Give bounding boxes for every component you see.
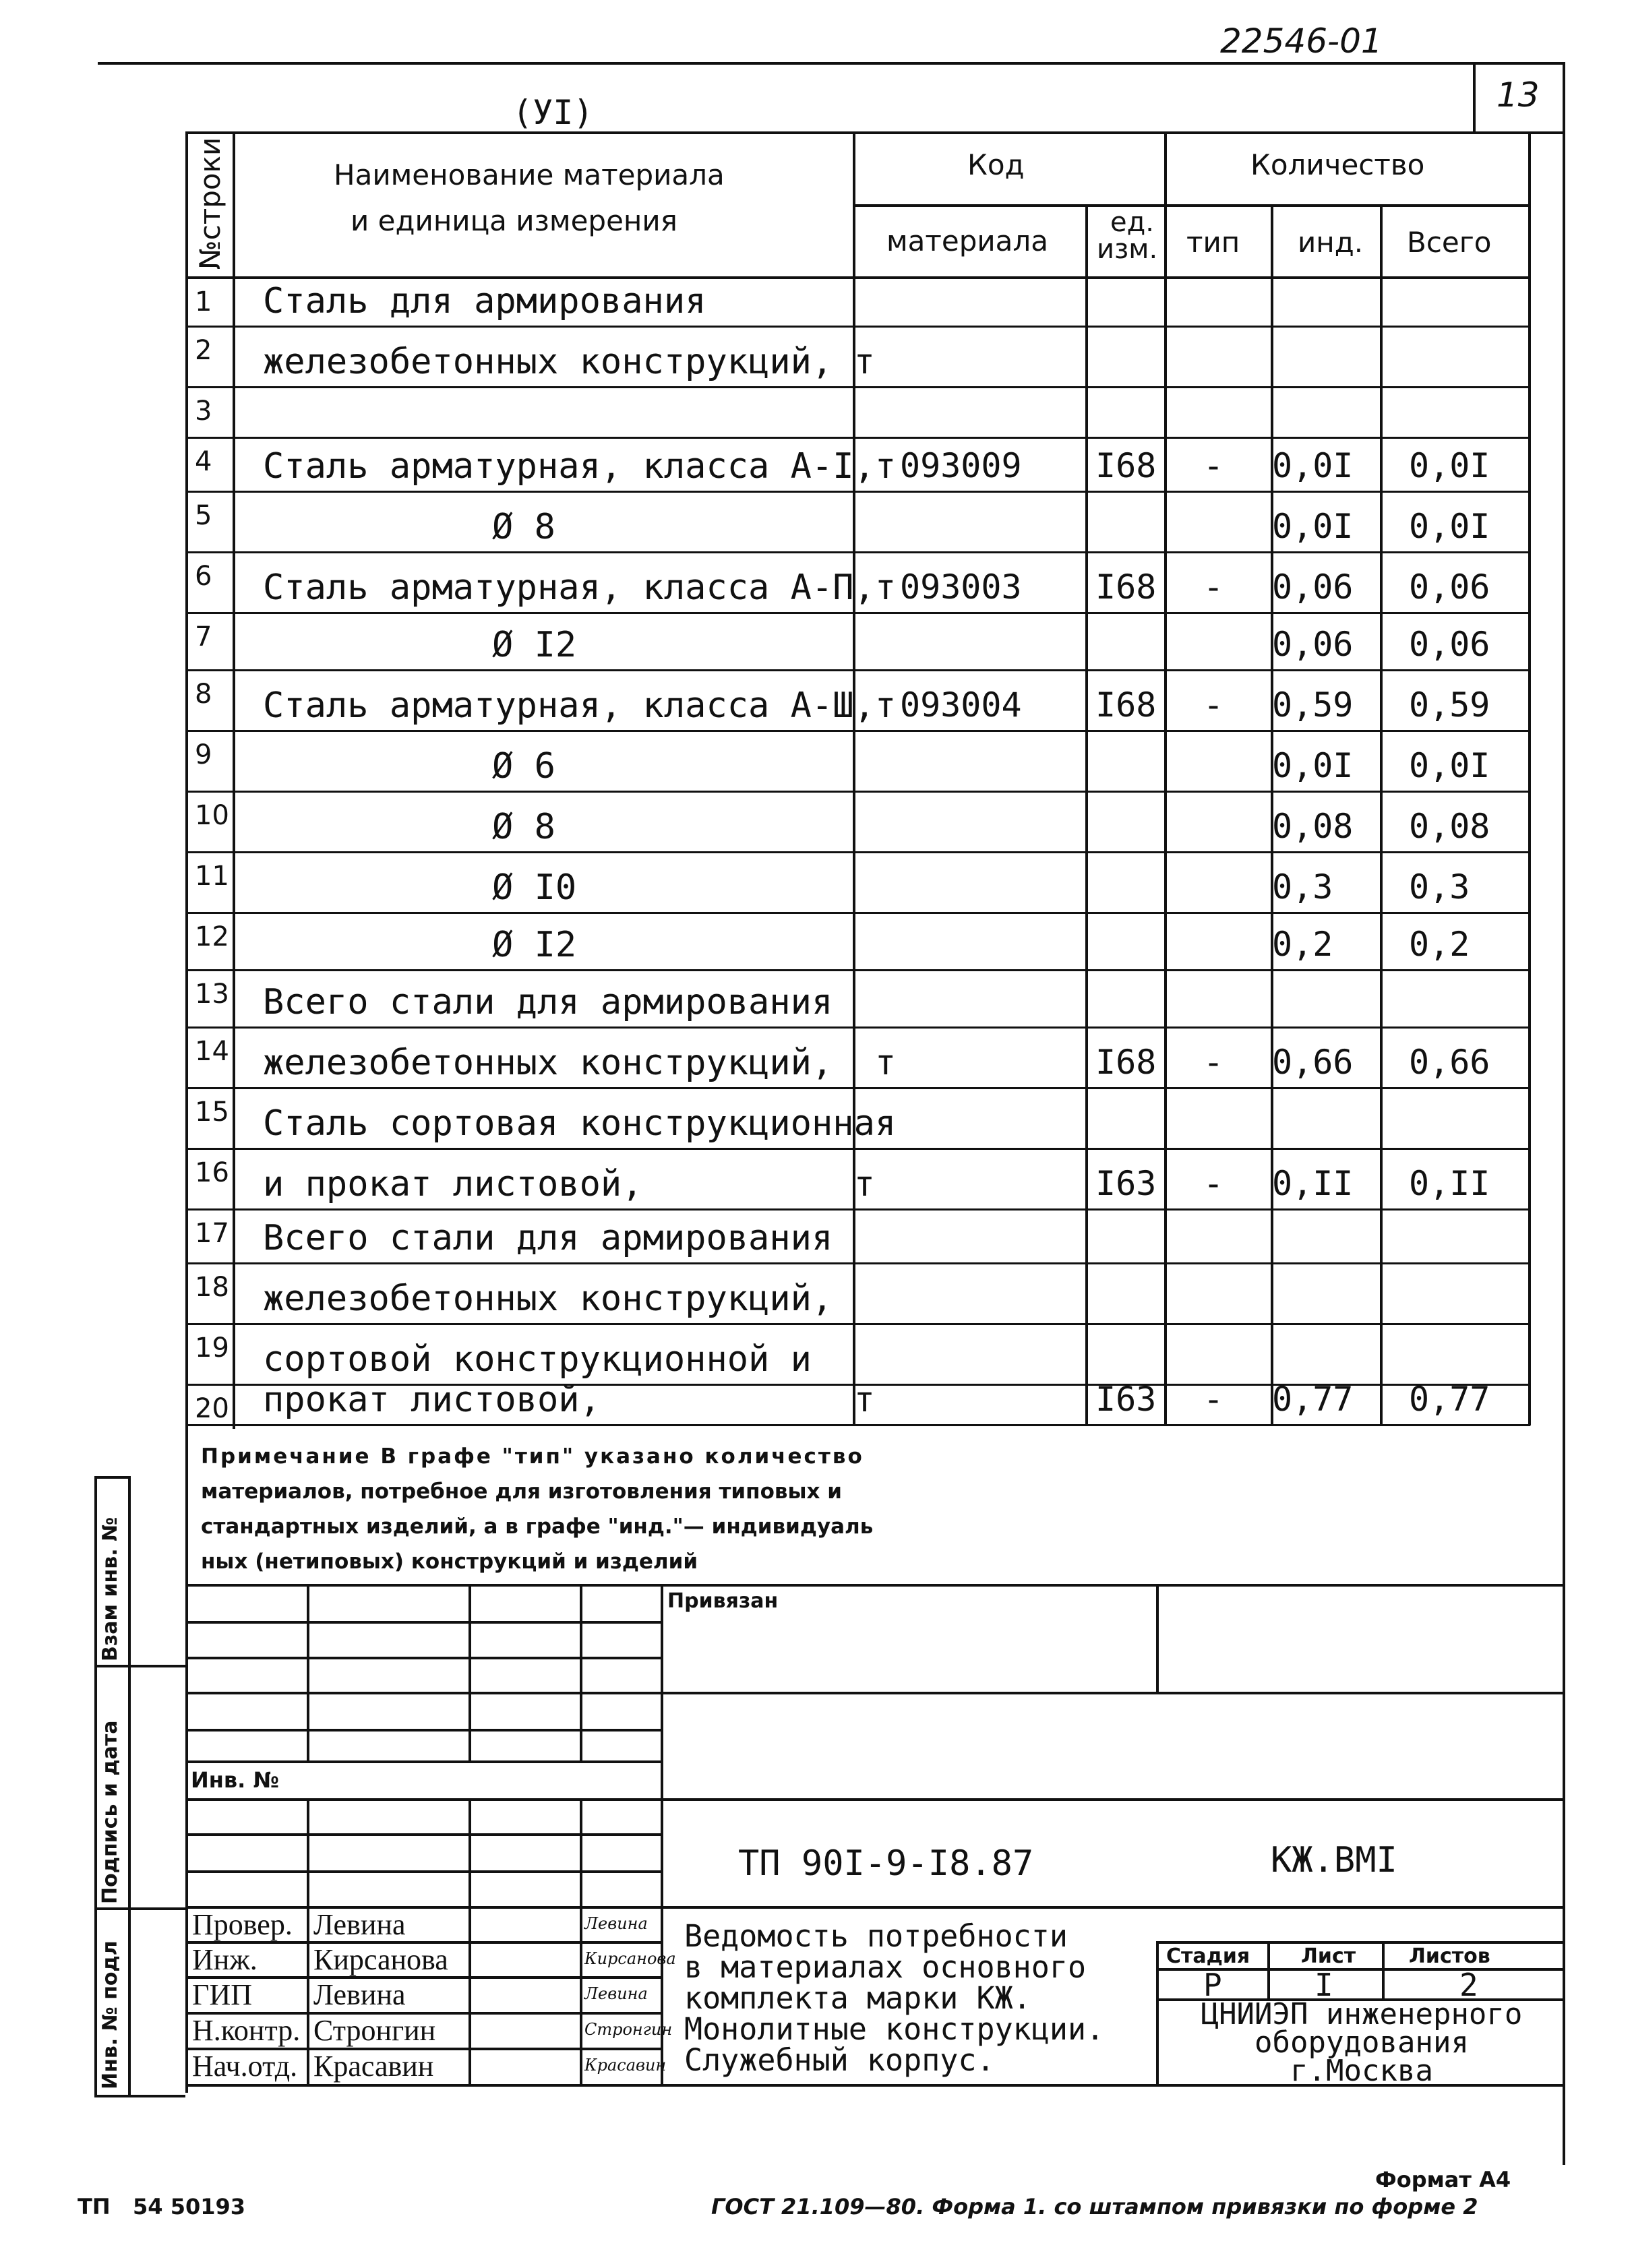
person-name: Левина (313, 1978, 406, 2011)
material-name: Сталь сортовая конструкционная (263, 1103, 897, 1144)
privyazan-label: Привязан (667, 1589, 779, 1613)
ind-quantity: 0,59 (1272, 685, 1354, 725)
person-name: Левина (313, 1908, 406, 1941)
unit-code: I68 (1095, 685, 1157, 725)
row-divider (185, 1148, 1530, 1150)
type-quantity: - (1203, 1043, 1224, 1082)
ind-quantity: 0,3 (1272, 867, 1333, 907)
sheet-value: I (1314, 1967, 1333, 2003)
footer-left-code: ТП 54 50193 (78, 2194, 246, 2219)
total-quantity: 0,0I (1409, 507, 1490, 546)
handwritten-signature: Левина (584, 1914, 648, 1933)
note-line-2: материалов, потребное для изготовления типовых и (201, 1479, 843, 1504)
total-quantity: 0,59 (1409, 685, 1490, 725)
row-divider (185, 491, 1530, 493)
row-number: 15 (195, 1097, 229, 1128)
row-number: 20 (195, 1393, 229, 1424)
row-number: 6 (195, 561, 212, 592)
material-name: Сталь арматурная, класса А-I,т (263, 446, 897, 487)
total-header: Всего (1407, 226, 1492, 259)
ind-quantity: 0,0I (1272, 507, 1354, 546)
top-rule (98, 62, 1564, 65)
handwritten-signature: Стронгин (584, 2020, 673, 2039)
row-number: 7 (195, 621, 212, 652)
row-divider (185, 969, 1530, 971)
side-replace-inv: Взам инв. № (98, 1516, 122, 1661)
unit-code: I68 (1095, 568, 1157, 607)
name-header-unit: и единица измерения (351, 204, 677, 237)
row-divider (185, 326, 1530, 328)
org-line-1: ЦНИИЭП инженерного (1201, 1997, 1523, 2031)
unit-header-2: изм. (1097, 234, 1158, 265)
row-number: 11 (195, 861, 229, 892)
material-name: железобетонных конструкций, т (263, 1043, 897, 1083)
type-quantity: - (1203, 1164, 1224, 1203)
row-divider (185, 1026, 1530, 1029)
row-number: 17 (195, 1218, 229, 1249)
ind-quantity: 0,66 (1272, 1043, 1354, 1082)
material-name: Ø 6 (492, 746, 555, 787)
total-quantity: 0,0I (1409, 746, 1490, 785)
role-label: ГИП (192, 1978, 252, 2011)
gost-reference: ГОСТ 21.109—80. Форма 1. со штампом привязки по форме 2 (711, 2194, 1478, 2219)
sheet-number: 13 (1497, 75, 1540, 115)
row-number: 8 (195, 679, 212, 710)
unit-code: I63 (1095, 1380, 1157, 1419)
material-name: Ø 8 (492, 507, 555, 547)
row-divider (185, 1208, 1530, 1210)
side-inv-original: Инв. № подл (98, 1940, 122, 2089)
ind-quantity: 0,77 (1272, 1380, 1354, 1419)
material-name: Всего стали для армирования (263, 1218, 833, 1258)
row-divider (185, 1262, 1530, 1264)
row-divider (185, 669, 1530, 671)
note-line-3: стандартных изделий, а в графе "инд."— индивидуаль (201, 1514, 874, 1539)
material-name: Ø I0 (492, 867, 577, 908)
sheets-label: Листов (1409, 1944, 1490, 1968)
material-name: Всего стали для армирования (263, 982, 833, 1022)
total-quantity: 0,06 (1409, 568, 1490, 607)
row-divider (185, 1323, 1530, 1325)
note-line-1: Примечание В графе "тип" указано количество (201, 1444, 864, 1469)
total-quantity: 0,08 (1409, 807, 1490, 846)
material-name: Сталь арматурная, класса А-Ш,т (263, 685, 897, 726)
handwritten-signature: Кирсанова (584, 1949, 676, 1968)
organization (1163, 1997, 1561, 2088)
ind-quantity: 0,0I (1272, 446, 1354, 485)
format-label: Формат А4 (1375, 2167, 1511, 2193)
quantity-header: Количество (1250, 148, 1425, 181)
material-name: Ø I2 (492, 625, 577, 665)
handwritten-signature: Левина (584, 1984, 648, 2003)
handwritten-signature: Красавин (584, 2056, 667, 2075)
type-header: тип (1186, 226, 1240, 259)
sheet-label: Лист (1301, 1944, 1356, 1968)
total-quantity: 0,0I (1409, 446, 1490, 485)
row-divider (185, 791, 1530, 793)
org-line-2: оборудования (1255, 2025, 1469, 2060)
note-line-4: ных (нетиповых) конструкций и изделий (201, 1550, 698, 1574)
section-label: (УI) (512, 93, 594, 132)
stage-label: Стадия (1166, 1944, 1250, 1968)
code-header: Код (967, 148, 1025, 181)
total-quantity: 0,3 (1409, 867, 1470, 907)
ind-header: инд. (1298, 226, 1364, 259)
ind-quantity: 0,06 (1272, 568, 1354, 607)
document-number: 22546-01 (1220, 22, 1383, 61)
row-number: 18 (195, 1272, 229, 1303)
type-quantity: - (1203, 568, 1224, 607)
project-code: ТП 90I-9-I8.87 (738, 1843, 1034, 1884)
name-header: Наименование материала (334, 158, 725, 191)
material-name: Сталь для армирования (263, 281, 706, 321)
ind-quantity: 0,0I (1272, 746, 1354, 785)
material-name: сортовой конструкционной и (263, 1339, 812, 1380)
total-quantity: 0,II (1409, 1164, 1490, 1203)
material-code: 093009 (900, 446, 1022, 485)
material-name: железобетонных конструкций, т (263, 342, 875, 382)
material-name: Ø I2 (492, 925, 577, 965)
row-number: 19 (195, 1332, 229, 1363)
material-code: 093003 (900, 568, 1022, 607)
ind-quantity: 0,06 (1272, 625, 1354, 664)
row-number-header: №строки (193, 137, 226, 270)
row-number: 12 (195, 921, 229, 952)
material-name: Ø 8 (492, 807, 555, 847)
material-name: прокат листовой, т (263, 1380, 875, 1420)
side-signature-date: Подпись и дата (98, 1720, 122, 1904)
person-name: Красавин (313, 2050, 434, 2083)
unit-code: I68 (1095, 1043, 1157, 1082)
inv-no-label: Инв. № (191, 1767, 279, 1793)
materials-table (185, 131, 1534, 1429)
total-quantity: 0,2 (1409, 925, 1470, 964)
type-quantity: - (1203, 685, 1224, 725)
ind-quantity: 0,2 (1272, 925, 1333, 964)
role-label: Нач.отд. (192, 2050, 298, 2083)
stage-value: Р (1203, 1967, 1222, 2003)
row-divider (185, 912, 1530, 914)
code-material-header: материала (886, 224, 1049, 257)
material-name: железобетонных конструкций, (263, 1279, 833, 1319)
org-line-3: г.Москва (1290, 2054, 1433, 2088)
row-number: 16 (195, 1157, 229, 1188)
person-name: Стронгин (313, 2014, 436, 2047)
unit-header: ед. (1110, 207, 1154, 238)
row-divider (185, 730, 1530, 732)
title-block (185, 1584, 1564, 2096)
note (201, 1439, 873, 1579)
document-mark: КЖ.ВМI (1271, 1840, 1397, 1880)
row-number: 1 (195, 286, 212, 317)
row-divider (185, 386, 1530, 388)
row-divider (185, 1087, 1530, 1089)
row-divider (185, 437, 1530, 439)
material-name: Сталь арматурная, класса А-П,т (263, 568, 897, 608)
role-label: Н.контр. (192, 2014, 301, 2047)
material-name: и прокат листовой, т (263, 1164, 875, 1204)
row-number: 3 (195, 396, 212, 427)
material-code: 093004 (900, 685, 1022, 725)
title-line-5: Служебный корпус. (684, 2042, 995, 2078)
type-quantity: - (1203, 1380, 1224, 1419)
document-title (684, 1918, 1105, 2078)
row-number: 5 (195, 500, 212, 531)
sheets-value: 2 (1459, 1967, 1478, 2003)
title-line-4: Монолитные конструкции. (684, 2011, 1105, 2047)
ind-quantity: 0,08 (1272, 807, 1354, 846)
type-quantity: - (1203, 446, 1224, 485)
row-number: 13 (195, 979, 229, 1010)
unit-code: I63 (1095, 1164, 1157, 1203)
unit-code: I68 (1095, 446, 1157, 485)
title-line-1: Ведомость потребности (684, 1918, 1068, 1954)
person-name: Кирсанова (313, 1943, 448, 1976)
ind-quantity: 0,II (1272, 1164, 1354, 1203)
row-divider (185, 851, 1530, 853)
row-number: 14 (195, 1036, 229, 1067)
row-divider (185, 551, 1530, 553)
title-line-3: комплекта марки КЖ. (684, 1980, 1031, 2016)
total-quantity: 0,06 (1409, 625, 1490, 664)
row-number: 4 (195, 446, 212, 477)
total-quantity: 0,77 (1409, 1380, 1490, 1419)
role-label: Провер. (192, 1908, 293, 1941)
total-quantity: 0,66 (1409, 1043, 1490, 1082)
title-line-2: в материалах основного (684, 1949, 1087, 1985)
role-label: Инж. (192, 1943, 258, 1976)
row-number: 10 (195, 800, 229, 831)
row-divider (185, 1424, 1530, 1426)
row-number: 2 (195, 335, 212, 366)
row-divider (185, 612, 1530, 614)
sheet-box-left (1473, 62, 1476, 131)
row-number: 9 (195, 739, 212, 770)
